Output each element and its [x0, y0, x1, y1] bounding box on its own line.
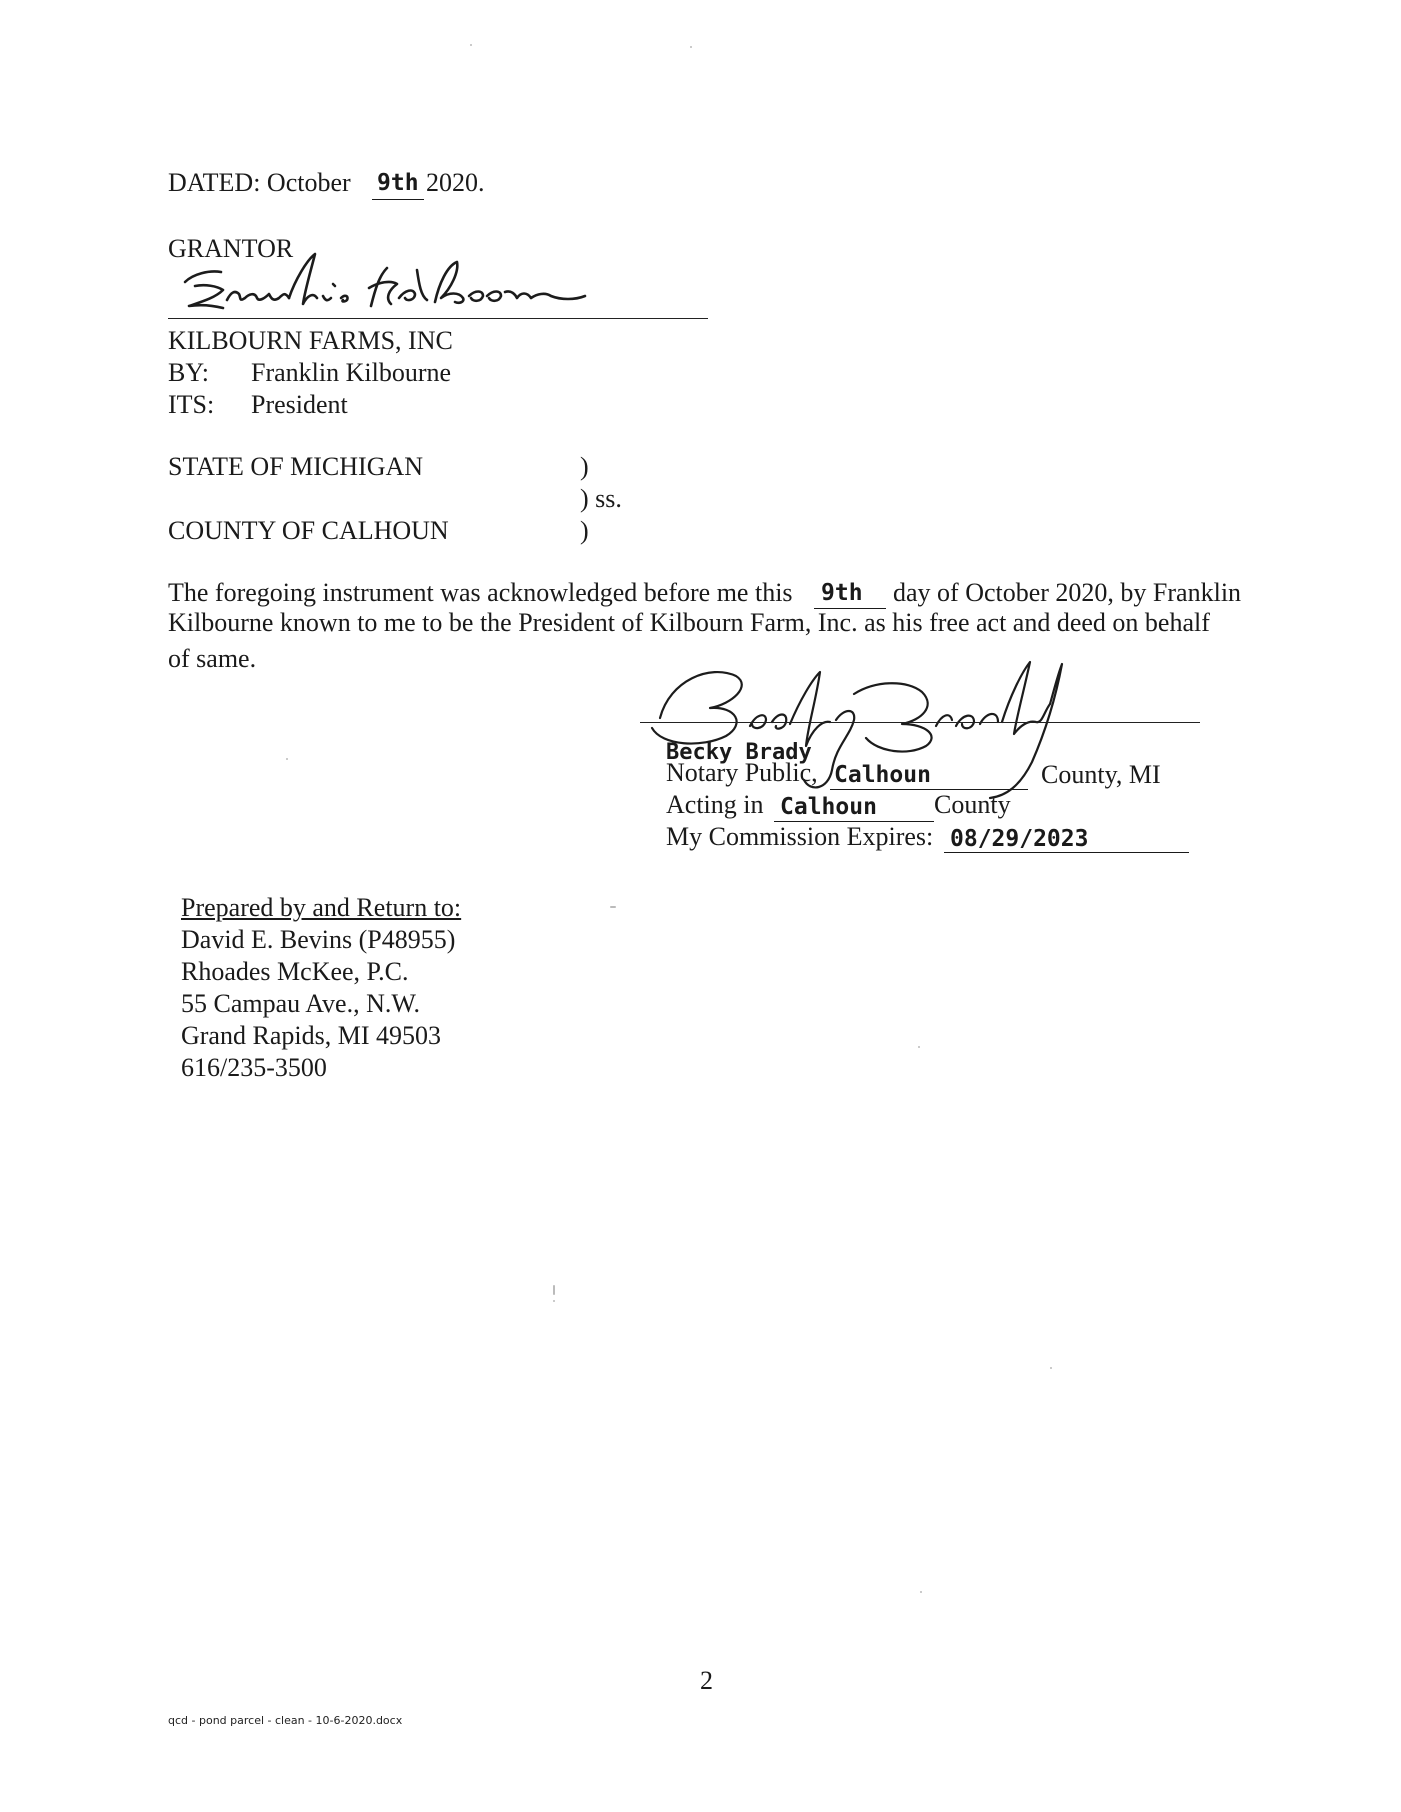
grantor-by-label: BY: — [168, 358, 209, 387]
prepared-by-line: 616/235-3500 — [181, 1053, 327, 1082]
footer-filename: qcd - pond parcel - clean - 10-6-2020.docx — [168, 1714, 403, 1727]
ack-day-fill: 9th — [821, 580, 863, 606]
acting-label: Acting in — [666, 790, 764, 819]
grantor-entity: KILBOURN FARMS, INC — [168, 326, 453, 355]
dated-line — [168, 168, 351, 198]
notary-printed-name: Becky Brady — [666, 740, 812, 765]
scan-speck — [553, 1285, 555, 1295]
dated-label: DATED: October — [168, 168, 351, 197]
scan-speck — [690, 46, 692, 48]
acting-county-suffix: County — [934, 790, 1011, 819]
venue-paren-top: ) — [580, 452, 589, 481]
commission-label: My Commission Expires: — [666, 822, 934, 851]
prepared-by-line: Grand Rapids, MI 49503 — [181, 1021, 441, 1050]
grantor-its-label: ITS: — [168, 390, 215, 419]
scan-speck — [553, 1300, 555, 1302]
notary-signature-line — [640, 722, 1200, 723]
venue-paren-bottom: ) — [580, 516, 589, 545]
scan-speck — [286, 758, 288, 760]
notary-county-fill: Calhoun — [834, 762, 931, 788]
dated-day-fill: 9th — [377, 170, 419, 196]
ack-line2: Kilbourne known to me to be the President of Kilbourn Farm, Inc. as his free act and deed on behalf — [168, 608, 1210, 637]
scan-speck — [918, 1046, 920, 1048]
scan-speck — [920, 1591, 922, 1593]
prepared-by-line: David E. Bevins (P48955) — [181, 925, 456, 954]
venue-ss: ) ss. — [580, 484, 622, 513]
scan-speck — [1050, 1367, 1052, 1369]
grantor-its-value: President — [251, 390, 348, 419]
dated-day-underline — [372, 199, 424, 200]
scan-speck — [470, 44, 472, 46]
prepared-by-line: 55 Campau Ave., N.W. — [181, 989, 421, 1018]
ack-line3: of same. — [168, 644, 257, 673]
ack-lead: The foregoing instrument was acknowledged before me this — [168, 578, 793, 607]
page-number: 2 — [700, 1666, 713, 1695]
grantor-signature — [165, 240, 685, 320]
grantor-by-value: Franklin Kilbourne — [251, 358, 452, 387]
notary-label: Notary Public, — [666, 758, 818, 787]
grantor-signature-line — [168, 318, 708, 319]
venue-county: COUNTY OF CALHOUN — [168, 516, 449, 545]
scan-speck — [610, 906, 616, 908]
grantor-heading: GRANTOR — [168, 234, 294, 263]
commission-underline — [944, 852, 1189, 853]
commission-date-fill: 08/29/2023 — [950, 826, 1089, 852]
acting-county-fill: Calhoun — [780, 794, 877, 820]
prepared-by-line: Rhoades McKee, P.C. — [181, 957, 409, 986]
dated-year: 2020. — [426, 168, 485, 197]
notary-county-suffix: County, MI — [1041, 760, 1161, 789]
ack-tail: day of October 2020, by Franklin — [893, 578, 1242, 607]
prepared-by-heading: Prepared by and Return to: — [181, 893, 462, 922]
venue-state: STATE OF MICHIGAN — [168, 452, 424, 481]
